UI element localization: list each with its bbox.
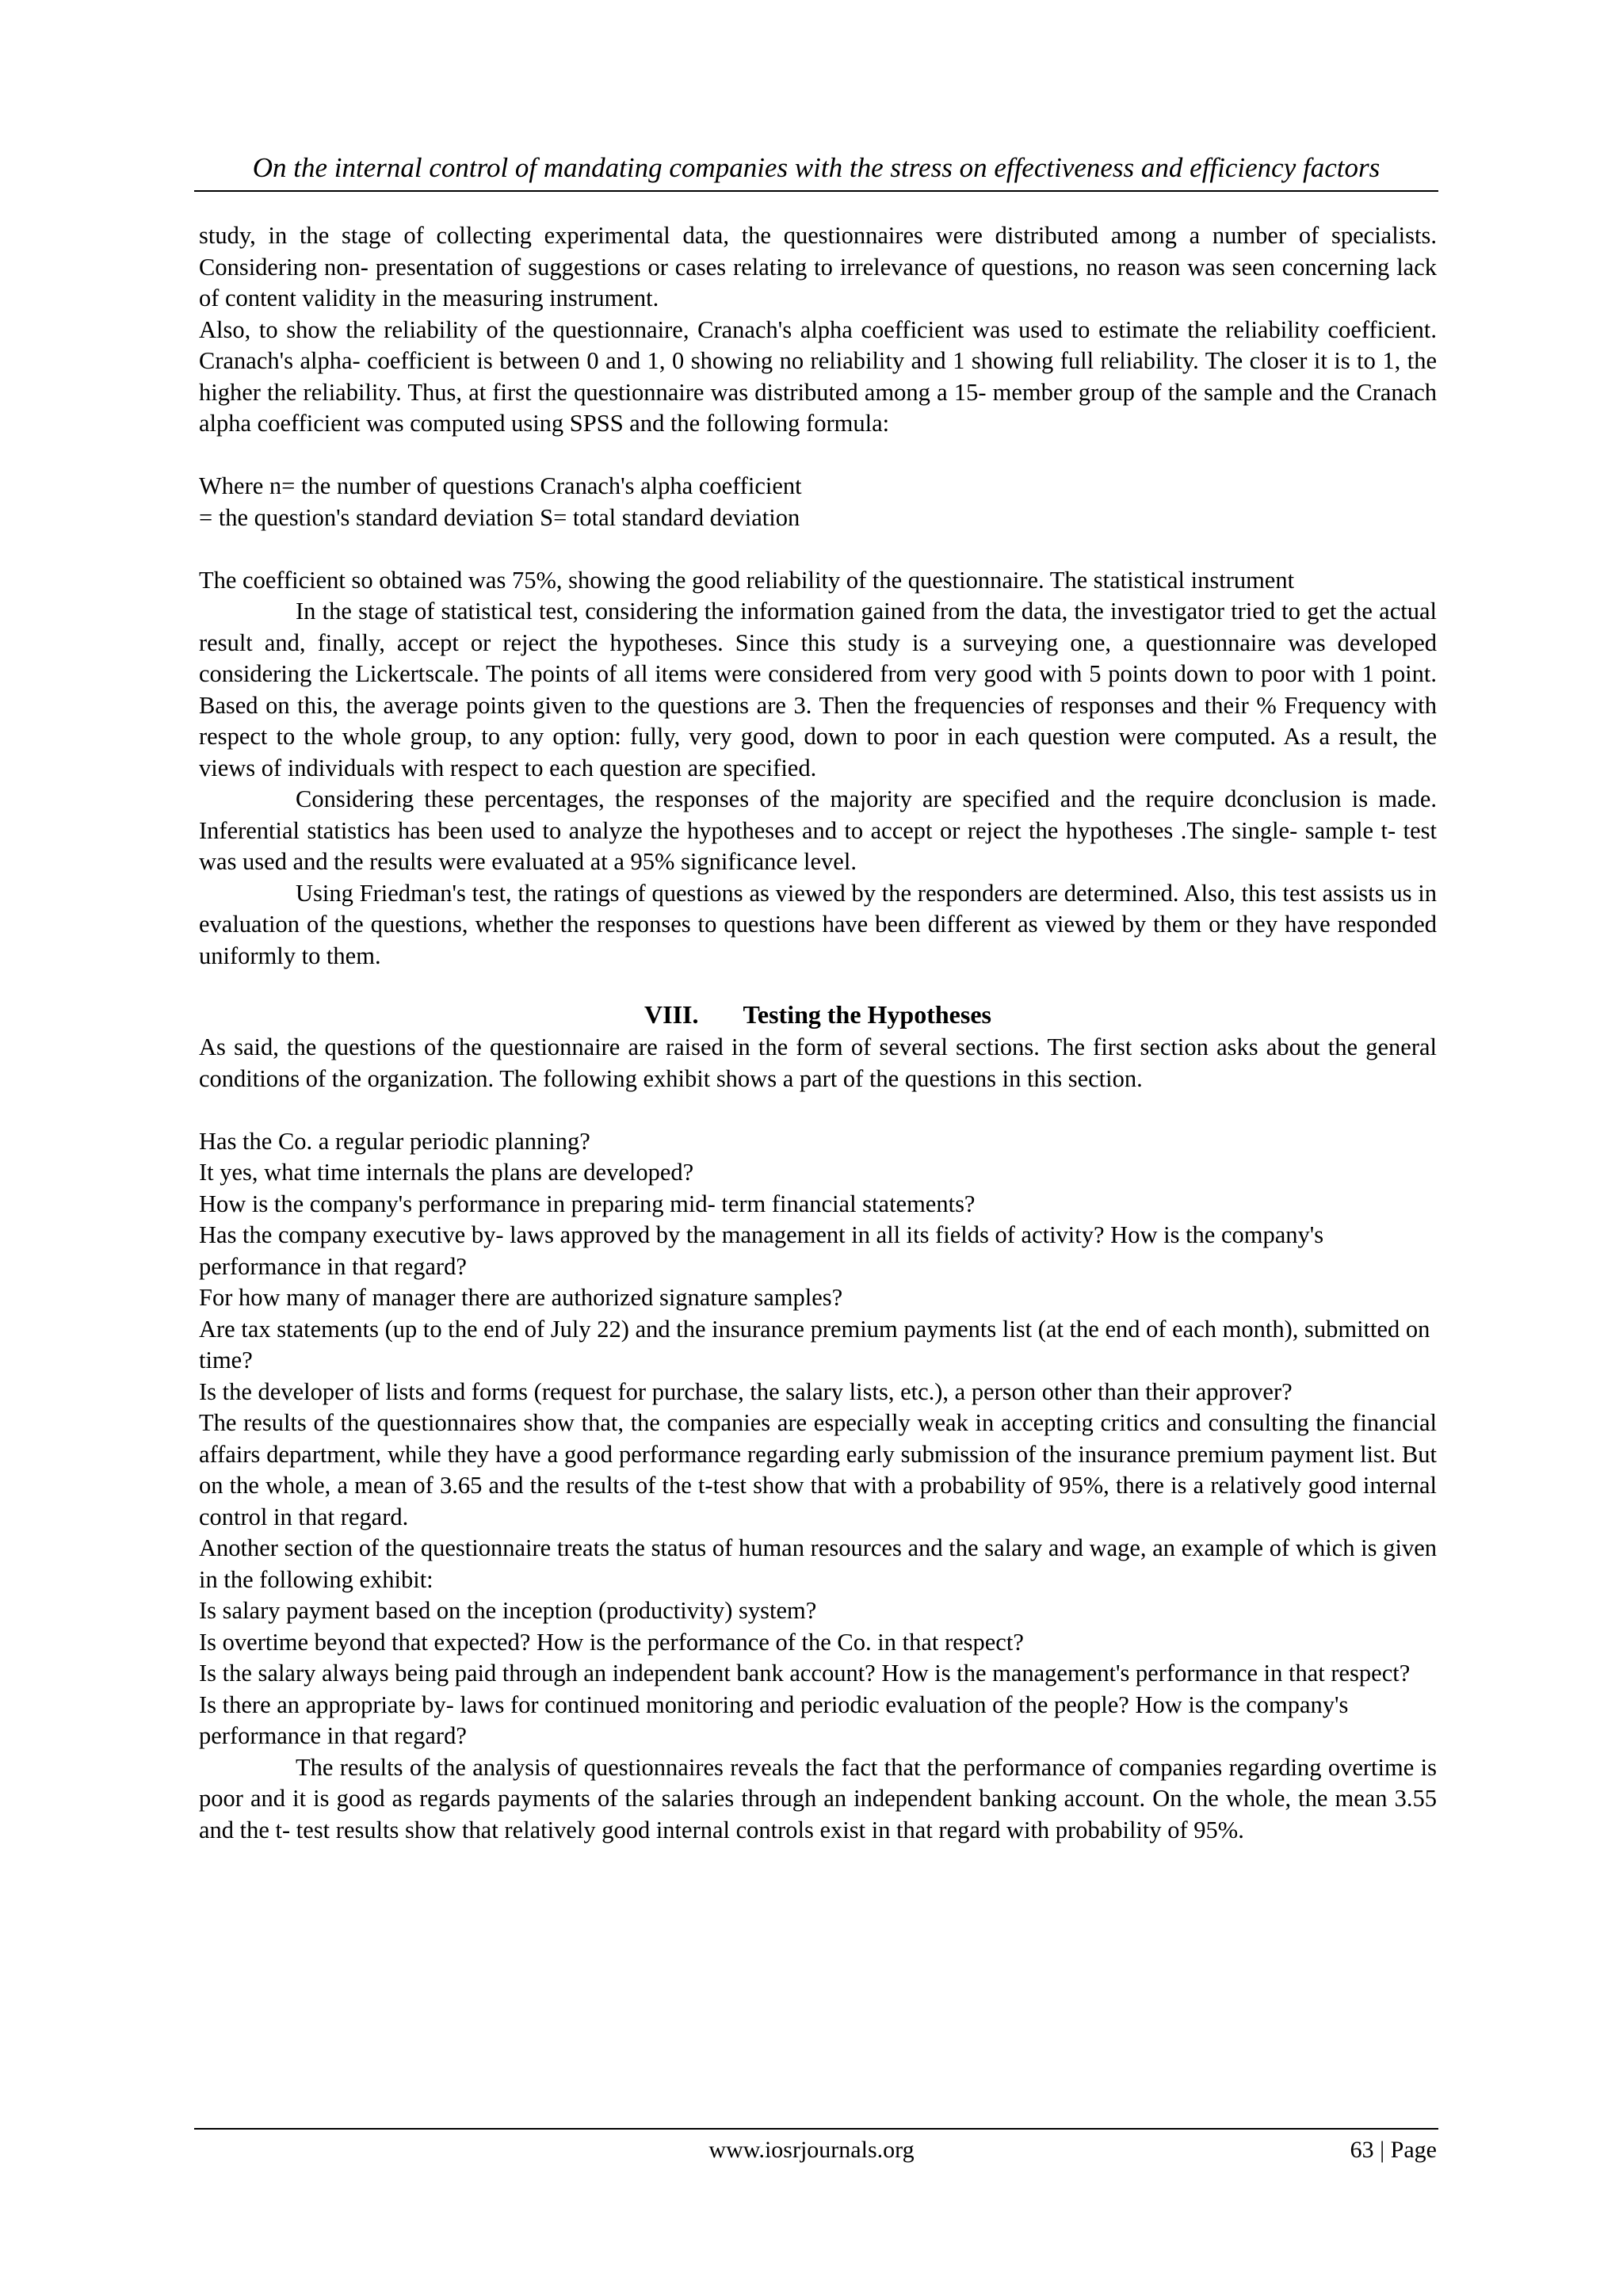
paragraph-reliability: Also, to show the reliability of the questionnaire, Cranach's alpha coefficient was used to estimate the reliability coefficient. Cranach's alpha- coefficient is between 0 and 1, 0 showing no reliability and 1 showing full reliability. The closer it is to 1, the higher the reliability. Thus, at first the questionnaire was distributed among a 15- member group of the sample and the Cranach alpha coefficient was computed using SPSS and the following formula: (199, 315, 1437, 437)
section-intro: As said, the questions of the questionnaire are raised in the form of several sections. The first section asks about the general conditions of the organization. The following exhibit shows a part of the questions in this section. (199, 1033, 1437, 1092)
footer-url: www.iosrjournals.org (708, 2137, 915, 2163)
question-item: Is the salary always being paid through an independent bank account? How is the management's performance in that respect? (199, 1660, 1411, 1687)
question-item: Is salary payment based on the inception (productivity) system? (199, 1597, 817, 1624)
paragraph-results-general: The results of the questionnaires show that, the companies are especially weak in accepting critics and consulting the financial affairs department, while they have a good performance regarding early submission of the insurance premium payment list. But on the whole, a mean of 3.65 and the results of the t-test show that with a probability of 95%, there is a relatively good internal control in that regard. (199, 1409, 1437, 1530)
paragraph-results-salary: The results of the analysis of questionnaires reveals the fact that the performance of companies regarding overtime is poor and it is good as regards payments of the salaries through an independent banking account. On the whole, the mean 3.55 and the t- test results show that relatively good internal controls exist in that regard with probability of 95%. (199, 1753, 1437, 1843)
question-item: It yes, what time internals the plans are developed? (199, 1159, 694, 1186)
question-item: How is the company's performance in preparing mid- term financial statements? (199, 1190, 976, 1217)
formula-where-line-2: = the question's standard deviation S= total standard deviation (199, 503, 800, 531)
question-item: Has the company executive by- laws approved by the management in all its fields of activity? How is the company's performance in that regard? (199, 1221, 1324, 1280)
question-item: Are tax statements (up to the end of July 22) and the insurance premium payments list (at the end of each month), submitted on time? (199, 1315, 1430, 1373)
section-number: VIII. (644, 1000, 699, 1029)
header-rule (194, 190, 1438, 192)
paragraph-percentages: Considering these percentages, the responses of the majority are specified and the require dconclusion is made. Inferential statistics has been used to analyze the hypotheses and to accept or reject the hypotheses .The single- sample t- test was used and the results were evaluated at a 95% significance level. (199, 785, 1437, 875)
question-item: For how many of manager there are authorized signature samples? (199, 1284, 843, 1311)
paragraph-human-resources: Another section of the questionnaire treats the status of human resources and the salary and wage, an example of which is given in the following exhibit: (199, 1534, 1437, 1593)
question-item: Is overtime beyond that expected? How is the performance of the Co. in that respect? (199, 1628, 1024, 1656)
section-heading (199, 999, 1437, 1030)
paragraph-validity: study, in the stage of collecting experimental data, the questionnaires were distributed among a number of specialists. Considering non- presentation of suggestions or cases relating to irrelevance of questions, no reason was seen concerning lack of content validity in the measuring instrument. (199, 222, 1437, 311)
page-number: 63 | Page (1350, 2137, 1437, 2163)
paragraph-coefficient: The coefficient so obtained was 75%, showing the good reliability of the questionnaire. The statistical instrument (199, 566, 1295, 594)
question-item: Has the Co. a regular periodic planning? (199, 1127, 590, 1155)
spacer (199, 533, 1437, 565)
footer-rule (194, 2128, 1438, 2130)
question-item: Is the developer of lists and forms (request for purchase, the salary lists, etc.), a person other than their approver? (199, 1377, 1293, 1405)
paragraph-friedman: Using Friedman's test, the ratings of questions as viewed by the responders are determined. Also, this test assists us in evaluation of the questions, whether the responses to questions have been different as viewed by them or they have responded uniformly to them. (199, 879, 1437, 969)
body-content (199, 220, 1437, 1846)
running-header: On the internal control of mandating companies with the stress on effectiveness and efficiency factors (252, 152, 1381, 183)
spacer (199, 1095, 1437, 1126)
formula-gap (199, 440, 1437, 472)
formula-where-line-1: Where n= the number of questions Cranach's alpha coefficient (199, 472, 802, 499)
section-title: Testing the Hypotheses (743, 1000, 991, 1029)
paragraph-statistical-test: In the stage of statistical test, considering the information gained from the data, the investigator tried to get the actual result and, finally, accept or reject the hypotheses. Since this study is a surveying one, a questionnaire was developed considering the Lickertscale. The points of all items were considered from very good with 5 points down to poor with 1 point. Based on this, the average points given to the questions are 3. Then the frequencies of responses and their % Frequency with respect to the whole group, to any option: fully, very good, down to poor in each question were computed. As a result, the views of individuals with respect to each question are specified. (199, 598, 1437, 781)
question-item: Is there an appropriate by- laws for continued monitoring and periodic evaluation of the people? How is the company's performance in that regard? (199, 1690, 1349, 1749)
